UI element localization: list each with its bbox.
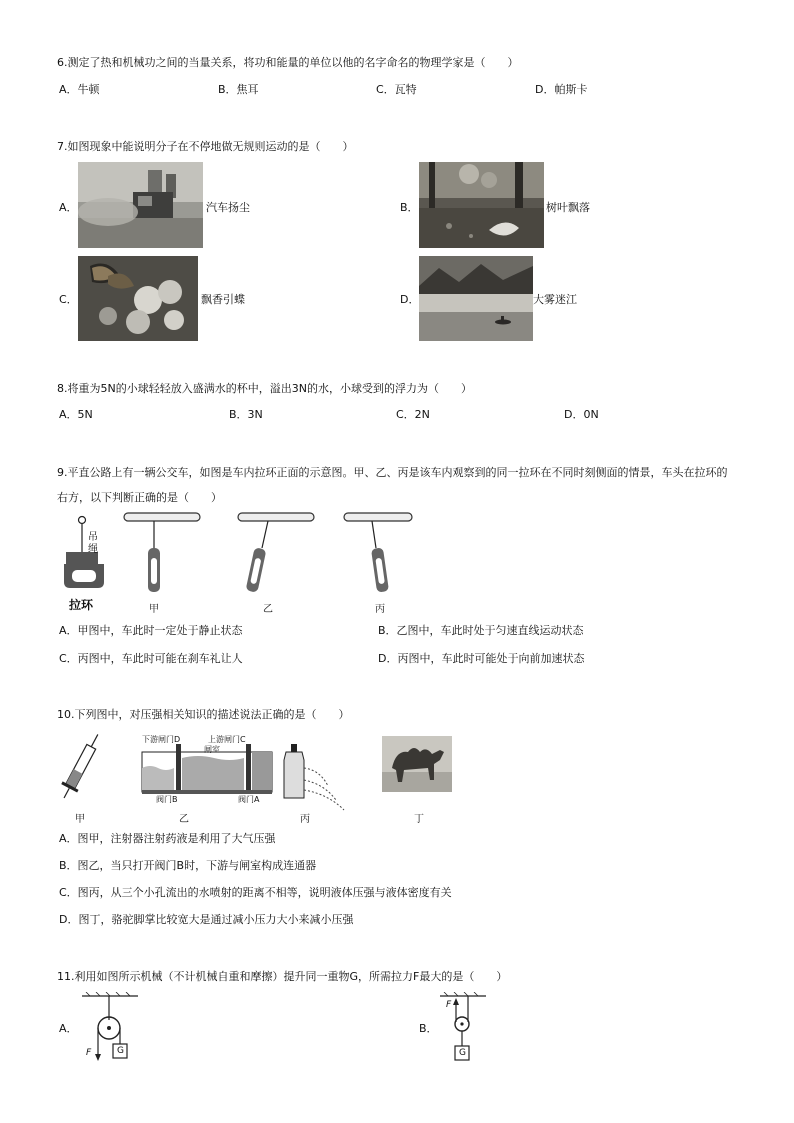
q6-option-d[interactable]: D．帕斯卡	[535, 83, 588, 96]
q8-option-b[interactable]: B．3N	[229, 408, 263, 421]
valve-b-label: 阀门B	[156, 795, 178, 804]
pressure-diagrams	[58, 728, 458, 824]
movable-pulley-diagram	[438, 992, 488, 1064]
q6-option-c[interactable]: C．瓦特	[376, 83, 417, 96]
gate-c-label: 上游闸门C	[208, 735, 246, 744]
q11-option-a-letter[interactable]: A．	[59, 1022, 78, 1035]
chamber-label: 闸室	[204, 745, 220, 754]
q7-caption-a: 汽车扬尘	[206, 201, 250, 214]
falling-leaves-photo	[419, 162, 544, 248]
fixed-pulley-diagram	[80, 992, 140, 1064]
q11-option-b-letter[interactable]: B．	[419, 1022, 438, 1035]
q10-option-b[interactable]: B．图乙，当只打开阀门B时，下游与闸室构成连通器	[59, 859, 317, 872]
q8-option-c[interactable]: C．2N	[396, 408, 430, 421]
q10-option-d[interactable]: D．图丁，骆驼脚掌比较宽大是通过减小压力大小来减小压强	[59, 913, 354, 926]
q8-stem: 8.将重为5N的小球轻轻放入盛满水的杯中，溢出3N的水，小球受到的浮力为（ ）	[57, 382, 472, 395]
q8-option-a[interactable]: A．5N	[59, 408, 93, 421]
valve-a-label: 阀门A	[238, 795, 260, 804]
foggy-river-photo	[419, 256, 533, 341]
label-bing: 丙	[375, 604, 385, 615]
q9-stem-line2: 右方，以下判断正确的是（ ）	[57, 491, 222, 504]
q9-option-a[interactable]: A．甲图中，车此时一定处于静止状态	[59, 624, 243, 637]
q6-option-b[interactable]: B．焦耳	[218, 83, 259, 96]
ring-label: 拉环	[69, 598, 94, 612]
fig-bing: 丙	[300, 814, 310, 825]
q7-stem: 7.如图现象中能说明分子在不停地做无规则运动的是（ ）	[57, 140, 354, 153]
q7-caption-b: 树叶飘落	[546, 201, 590, 214]
q7-option-d-letter[interactable]: D．	[400, 293, 420, 306]
force-label-b: F	[446, 1000, 452, 1010]
q9-figure	[58, 508, 418, 618]
weight-label-b: G	[459, 1048, 466, 1058]
weight-label-a: G	[117, 1046, 124, 1056]
handle-ring-diagram	[58, 508, 418, 618]
gate-d-label: 下游闸门D	[142, 735, 181, 744]
rope-label-2: 绳	[88, 544, 98, 555]
dusty-truck-photo	[78, 162, 203, 248]
butterfly-flowers-photo	[78, 256, 198, 341]
force-label-a: F	[86, 1048, 92, 1058]
q9-option-d[interactable]: D．丙图中，车此时可能处于向前加速状态	[378, 652, 585, 665]
q6-option-a[interactable]: A．牛顿	[59, 83, 100, 96]
q10-option-a[interactable]: A．图甲，注射器注射药液是利用了大气压强	[59, 832, 276, 845]
q8-option-d[interactable]: D．0N	[564, 408, 599, 421]
q10-figure	[58, 728, 458, 824]
q7-option-b-letter[interactable]: B．	[400, 201, 419, 214]
q9-stem-line1: 9.平直公路上有一辆公交车，如图是车内拉环正面的示意图。甲、乙、丙是该车内观察到的同一拉环在不同时刻侧面的情景，车头在拉环的	[57, 466, 728, 479]
q10-stem: 10.下列图中，对压强相关知识的描述说法正确的是（ ）	[57, 708, 350, 721]
q11-stem: 11.利用如图所示机械（不计机械自重和摩擦）提升同一重物G，所需拉力F最大的是（ ）	[57, 970, 508, 983]
label-jia: 甲	[149, 604, 159, 615]
rope-label: 吊	[88, 532, 98, 543]
q10-option-c[interactable]: C．图丙，从三个小孔流出的水喷射的距离不相等，说明液体压强与液体密度有关	[59, 886, 452, 899]
q7-option-c-letter[interactable]: C．	[59, 293, 78, 306]
fig-ding: 丁	[414, 814, 424, 825]
q7-caption-d: 大雾迷江	[533, 293, 577, 306]
q6-stem: 6.测定了热和机械功之间的当量关系，将功和能量的单位以他的名字命名的物理学家是（ ）	[57, 56, 519, 69]
fig-jia: 甲	[75, 814, 85, 825]
fig-yi: 乙	[179, 814, 189, 825]
q7-caption-c: 飘香引蝶	[201, 293, 245, 306]
q9-option-c[interactable]: C．丙图中，车此时可能在刹车礼让人	[59, 652, 243, 665]
q9-option-b[interactable]: B．乙图中，车此时处于匀速直线运动状态	[378, 624, 584, 637]
label-yi: 乙	[263, 604, 273, 615]
q7-option-a-letter[interactable]: A．	[59, 201, 78, 214]
